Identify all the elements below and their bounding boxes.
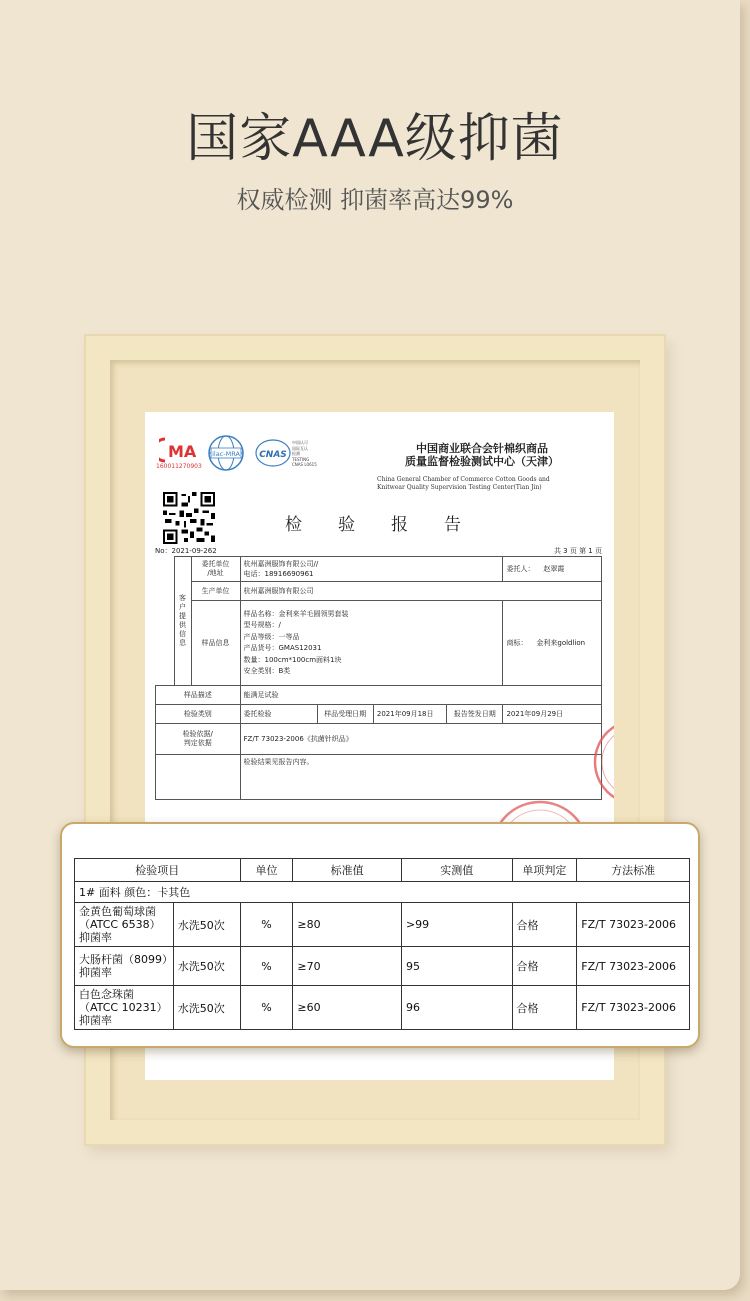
organization-name-cn: 中国商业联合会针棉织商品 质量监督检验测试中心（天津） — [405, 442, 559, 468]
issue-date-value: 2021年09月29日 — [503, 705, 602, 724]
producer-value: 杭州嘉洲服饰有限公司 — [240, 582, 602, 601]
entrust-label: 委托单位 /地址 — [191, 557, 240, 582]
report-info-table — [155, 556, 602, 800]
page-indicator: 共 3 页 第 1 页 — [553, 547, 602, 555]
item-standard: ≥70 — [293, 947, 402, 986]
cnas-logo-icon — [255, 438, 291, 468]
col-header-judgement: 单项判定 — [512, 859, 577, 882]
basis-value: FZ/T 73023-2006《抗菌针织品》 — [240, 724, 602, 755]
table-row — [75, 903, 690, 947]
conclusion-value: 检验结果见报告内容。 — [240, 755, 602, 800]
ilac-mra-logo-icon — [207, 434, 245, 472]
item-method: FZ/T 73023-2006 — [577, 986, 690, 1030]
col-header-method: 方法标准 — [577, 859, 690, 882]
entrust-value: 杭州嘉洲服饰有限公司// 电话：18916690961 — [240, 557, 503, 582]
svg-text:MA: MA — [168, 442, 197, 461]
producer-label: 生产单位 — [191, 582, 240, 601]
item-unit: % — [240, 903, 293, 947]
item-actual: 96 — [401, 986, 512, 1030]
page-title: 国家AAA级抑菌 — [186, 109, 564, 169]
basis-label: 检验依据/ 判定依据 — [156, 724, 241, 755]
table-row — [75, 947, 690, 986]
section-row: 1# 面料 颜色：卡其色 — [75, 882, 690, 903]
item-judgement: 合格 — [512, 986, 577, 1030]
test-type-value: 委托检验 — [240, 705, 317, 724]
col-header-standard: 标准值 — [293, 859, 402, 882]
client-info-group-label: 客 户 提 供 信 息 — [174, 557, 191, 686]
item-actual: 95 — [401, 947, 512, 986]
item-judgement: 合格 — [512, 903, 577, 947]
report-number: No：2021-09-262 — [155, 547, 217, 555]
test-type-label: 检验类别 — [156, 705, 241, 724]
col-header-unit: 单位 — [240, 859, 293, 882]
item-condition: 水洗50次 — [173, 903, 240, 947]
table-header-row — [75, 859, 690, 882]
test-results-card — [60, 822, 700, 1048]
item-condition: 水洗50次 — [173, 947, 240, 986]
table-row — [75, 986, 690, 1030]
item-unit: % — [240, 947, 293, 986]
test-results-table — [74, 858, 690, 1030]
item-name: 大肠杆菌（8099）抑菌率 — [75, 947, 174, 986]
report-title: 检验报告 — [285, 515, 497, 535]
organization-name-en: China General Chamber of Commerce Cotton Goods and Knitwear Quality Supervision Testing Center(Tian Jin) — [377, 476, 550, 491]
item-name: 金黄色葡萄球菌（ATCC 6538）抑菌率 — [75, 903, 174, 947]
cma-number: 160011270903 — [156, 463, 202, 470]
col-header-item: 检验项目 — [75, 859, 241, 882]
sample-info-value: 样品名称：金利来羊毛圆领男套装 型号规格：/ 产品等级：一等品 产品货号：GMAS12031 数量：100cm*100cm面料1块 安全类别：B类 — [240, 601, 503, 686]
item-condition: 水洗50次 — [173, 986, 240, 1030]
item-actual: >99 — [401, 903, 512, 947]
item-judgement: 合格 — [512, 947, 577, 986]
svg-text:CNAS: CNAS — [259, 450, 287, 460]
item-standard: ≥60 — [293, 986, 402, 1030]
issue-date-label: 报告签发日期 — [447, 705, 503, 724]
receive-date-value: 2021年09月18日 — [373, 705, 446, 724]
cnas-caption: 中国认可 国际互认 检测 TESTING CNAS L0615 — [292, 440, 317, 467]
item-unit: % — [240, 986, 293, 1030]
item-name: 白色念珠菌（ATCC 10231）抑菌率 — [75, 986, 174, 1030]
page-subtitle: 权威检测 抑菌率高达99% — [236, 186, 514, 214]
col-header-actual: 实测值 — [401, 859, 512, 882]
receive-date-label: 样品受理日期 — [317, 705, 373, 724]
item-standard: ≥80 — [293, 903, 402, 947]
sample-desc-value: 能满足试验 — [240, 686, 602, 705]
sample-desc-label: 样品描述 — [156, 686, 241, 705]
item-method: FZ/T 73023-2006 — [577, 947, 690, 986]
qr-code-icon — [163, 492, 215, 544]
brand: 商标： 金利来goldlion — [503, 601, 602, 686]
item-method: FZ/T 73023-2006 — [577, 903, 690, 947]
cma-logo-icon — [159, 436, 203, 464]
entrust-person: 委托人： 赵翠霞 — [503, 557, 602, 582]
svg-text:ilac-MRA: ilac-MRA — [212, 450, 240, 458]
sample-info-label: 样品信息 — [191, 601, 240, 686]
